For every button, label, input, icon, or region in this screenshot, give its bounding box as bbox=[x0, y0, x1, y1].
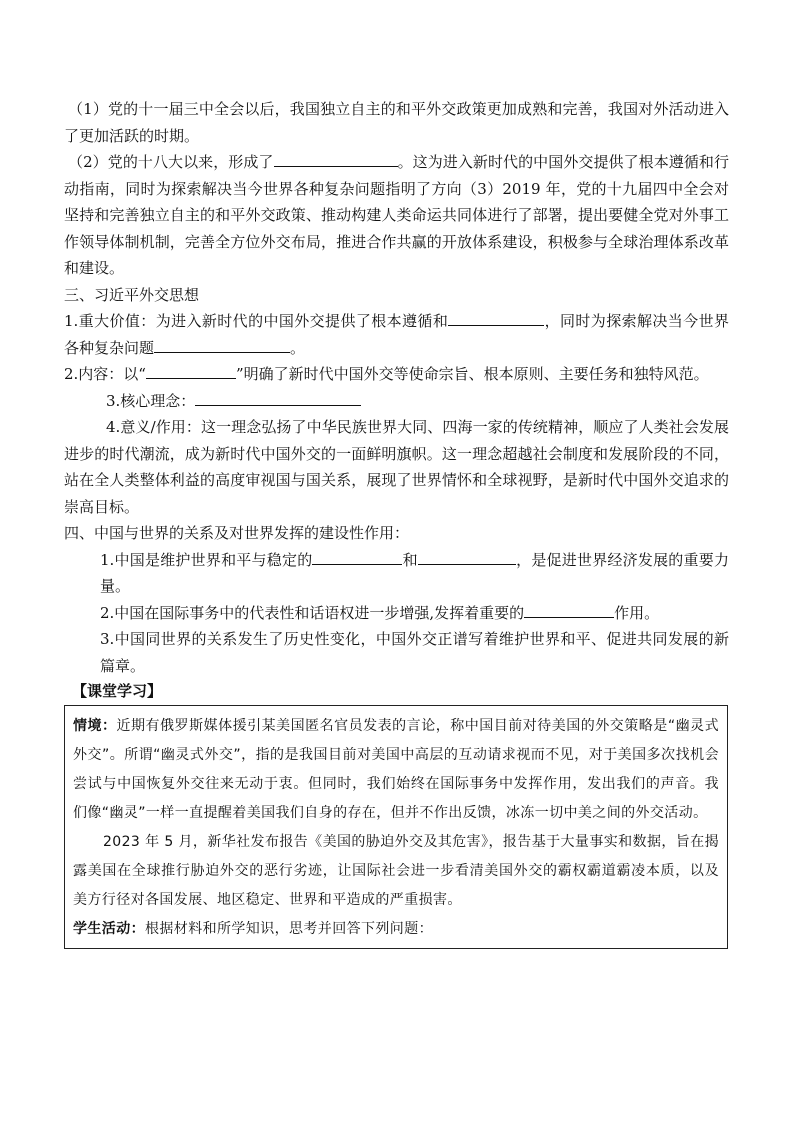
s3p3-text: 3.核心理念： bbox=[106, 391, 196, 410]
section-3-heading: 三、习近平外交思想 bbox=[64, 285, 200, 304]
paragraph-item-2 bbox=[64, 149, 729, 282]
fill-blank-role-1[interactable] bbox=[312, 548, 402, 565]
fill-blank-guidance[interactable] bbox=[448, 309, 544, 326]
fill-blank-core-idea[interactable] bbox=[195, 389, 361, 406]
section-3-point-1 bbox=[64, 308, 729, 361]
fill-blank-content[interactable] bbox=[146, 362, 236, 379]
s3p2-after: ”明确了新时代中国外交等使命宗旨、根本原则、主要任务和独特风范。 bbox=[235, 365, 709, 383]
scenario-box bbox=[64, 705, 728, 949]
section-4-point-3: 3.中国同世界的关系发生了历史性变化，中国外交正谱写着维护世界和平、促进共同发展的新篇章。 bbox=[100, 630, 729, 675]
s3p2-before: 2.内容：以“ bbox=[64, 365, 146, 383]
section-3-point-4: 4.意义/作用：这一理念弘扬了中华民族世界大同、四海一家的传统精神，顺应了人类社会发展进步的时代潮流，成为新时代中国外交的一面鲜明旗帜。这一理念超越社会制度和发展阶段的不同，站在全人类整体利益的高度审视国与国关系，展现了世界情怀和全球视野，是新时代中国外交追求的崇高目标。 bbox=[64, 418, 729, 516]
s4p1-before: 1.中国是维护世界和平与稳定的 bbox=[100, 550, 313, 569]
scenario-text: 近期有俄罗斯媒体援引某美国匿名官员发表的言论，称中国目前对待美国的外交策略是“幽灵式外交”。所谓“幽灵式外交”，指的是我国目前对美国中高层的互动请求视而不见，对于美国多次找机会尝试与中国恢复外交往来无动于衷。但同时，我们始终在国际事务中发挥作用，发出我们的声音。我们像“幽灵”一样一直提醒着美国我们自身的存在，但并不作出反馈，冰冻一切中美之间的外交活动。 bbox=[73, 718, 719, 821]
fill-blank-solution[interactable] bbox=[154, 336, 290, 353]
item-2-text-after: 。这为进入新时代的中国外交提供了根本遵循和行动指南，同时为探索解决当今世界各种复杂问题指明了方向（3）2019 年，党的十九届四中全会对坚持和完善独立自主的和平外交政策、推动构建人类命运共同体进行了部署，提出要健全党对外事工作领导体制机制，完善全方位外交布局，推进合作共赢的开放体系建设，积极参与全球治理体系改革和建设。 bbox=[64, 153, 729, 277]
section-4-point-2 bbox=[64, 600, 729, 627]
fill-blank-thought[interactable] bbox=[274, 150, 398, 167]
report-paragraph: 2023 年 5 月，新华社发布报告《美国的胁迫外交及其危害》，报告基于大量事实和数据，旨在揭露美国在全球推行胁迫外交的恶行劣迹，让国际社会进一步看清美国外交的霸权霸道霸凌本质，以及美方行径对各国发展、地区稳定、世界和平造成的严重损害。 bbox=[73, 834, 719, 908]
classroom-title: 【课堂学习】 bbox=[72, 682, 163, 700]
s3p1-after: 。 bbox=[290, 338, 306, 357]
scenario-label: 情境： bbox=[73, 718, 117, 734]
s3p1-before: 1.重大价值：为进入新时代的中国外交提供了根本遵循和 bbox=[64, 312, 449, 330]
fill-blank-role-2[interactable] bbox=[418, 548, 516, 565]
section-3-point-2 bbox=[64, 361, 729, 388]
s4p1-after: ，是促进世界经济发展的重要力量。 bbox=[100, 550, 729, 595]
fill-blank-function[interactable] bbox=[524, 601, 614, 618]
section-4-heading: 四、中国与世界的关系及对世界发挥的建设性作用： bbox=[64, 524, 410, 542]
paragraph-item-1: （1）党的十一届三中全会以后，我国独立自主的和平外交政策更加成熟和完善，我国对外活动进入了更加活跃的时期。 bbox=[64, 100, 729, 145]
s4p2-after: 作用。 bbox=[614, 603, 660, 622]
s3p1-middle: ，同时为探索解决当今世界各种复杂问题 bbox=[64, 312, 729, 357]
activity-text: 根据材料和所学知识，思考并回答下列问题： bbox=[145, 921, 433, 937]
activity-paragraph bbox=[73, 915, 719, 944]
s4p1-middle: 和 bbox=[402, 550, 418, 569]
section-3-point-3 bbox=[64, 388, 729, 415]
s4p2-before: 2.中国在国际事务中的代表性和话语权进一步增强,发挥着重要的 bbox=[100, 603, 525, 622]
document-page bbox=[64, 96, 729, 949]
section-4-point-1 bbox=[64, 547, 729, 600]
scenario-paragraph bbox=[73, 712, 719, 828]
item-2-text-before: （2）党的十八大以来，形成了 bbox=[68, 153, 274, 171]
activity-label: 学生活动： bbox=[73, 921, 145, 937]
